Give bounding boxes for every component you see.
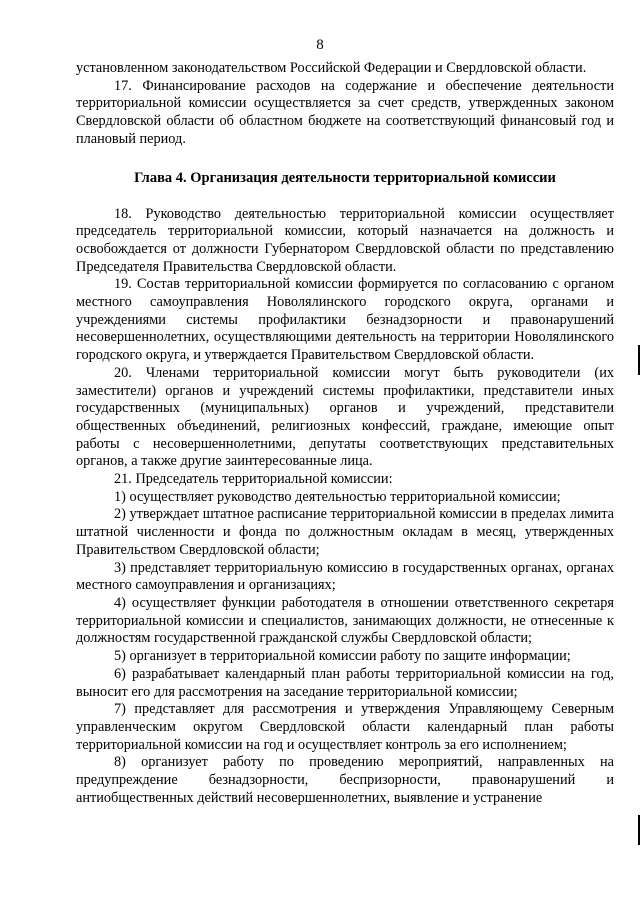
paragraph-19: 19. Состав территориальной комиссии формируется по согласованию с органом местного самоуправления Новолялинского городского округа, органами и учреждениями системы профилактики безнадзорности и правонарушений несовершеннолетних, осуществляющими деятельность на территории Новолялинского городского округа, и утверждается Правительством Свердловской области.	[76, 276, 614, 364]
paragraph-21: 21. Председатель территориальной комиссии:	[114, 471, 393, 488]
list-item-4: 4) осуществляет функции работодателя в отношении ответственного секретаря территориальной комиссии и специалистов, занимающих должности, не отнесенные к должностям государственной гражданской службы Свердловской области;	[76, 594, 614, 647]
list-item-5: 5) организует в территориальной комиссии работу по защите информации;	[114, 648, 571, 665]
paragraph-18: 18. Руководство деятельностью территориальной комиссии осуществляет председатель территориальной комиссии, который назначается на должность и освобождается от должности Губернатором Свердловской области по представлению Председателя Правительства Свердловской области.	[76, 205, 614, 275]
list-item-1: 1) осуществляет руководство деятельностью территориальной комиссии;	[114, 488, 561, 505]
paragraph-17: 17. Финансирование расходов на содержание и обеспечение деятельности территориальной комиссии осуществляется за счет средств, утвержденных законом Свердловской области об областном бюджете на соответствующий финансовый год и плановый период.	[76, 77, 614, 147]
paragraph-20: 20. Членами территориальной комиссии могут быть руководители (их заместители) органов и учреждений системы профилактики, представители иных государственных (муниципальных) органов и учреждений, представители общественных объединений, религиозных конфессий, граждане, имеющие опыт работы с несовершеннолетними, депутаты соответствующих представительных органов, а также другие заинтересованные лица.	[76, 364, 614, 470]
list-item-7: 7) представляет для рассмотрения и утверждения Управляющему Северным управленческим округом Свердловской области календарный план работы территориальной комиссии на год и осуществляет контроль за его исполнением;	[76, 701, 614, 753]
page-number: 8	[316, 37, 324, 53]
list-item-3: 3) представляет территориальную комиссию в государственных органах, органах местного самоуправления и организациях;	[76, 559, 614, 594]
list-item-2: 2) утверждает штатное расписание территориальной комиссии в пределах лимита штатной численности и фонда по должностным окладам в месяц, утвержденных Правительством Свердловской области;	[76, 506, 614, 558]
chapter-heading: Глава 4. Организация деятельности территориальной комиссии	[134, 169, 556, 186]
list-item-8: 8) организует работу по проведению мероприятий, направленных на предупреждение безнадзорности, беспризорности, правонарушений и антиобщественных действий несовершеннолетних, выявление и устранение	[76, 754, 614, 806]
list-item-6: 6) разрабатывает календарный план работы территориальной комиссии на год, выносит его для рассмотрения на заседание территориальной комиссии;	[76, 665, 614, 700]
document-body	[76, 60, 614, 807]
paragraph-continuation: установленном законодательством Российской Федерации и Свердловской области.	[76, 60, 587, 76]
